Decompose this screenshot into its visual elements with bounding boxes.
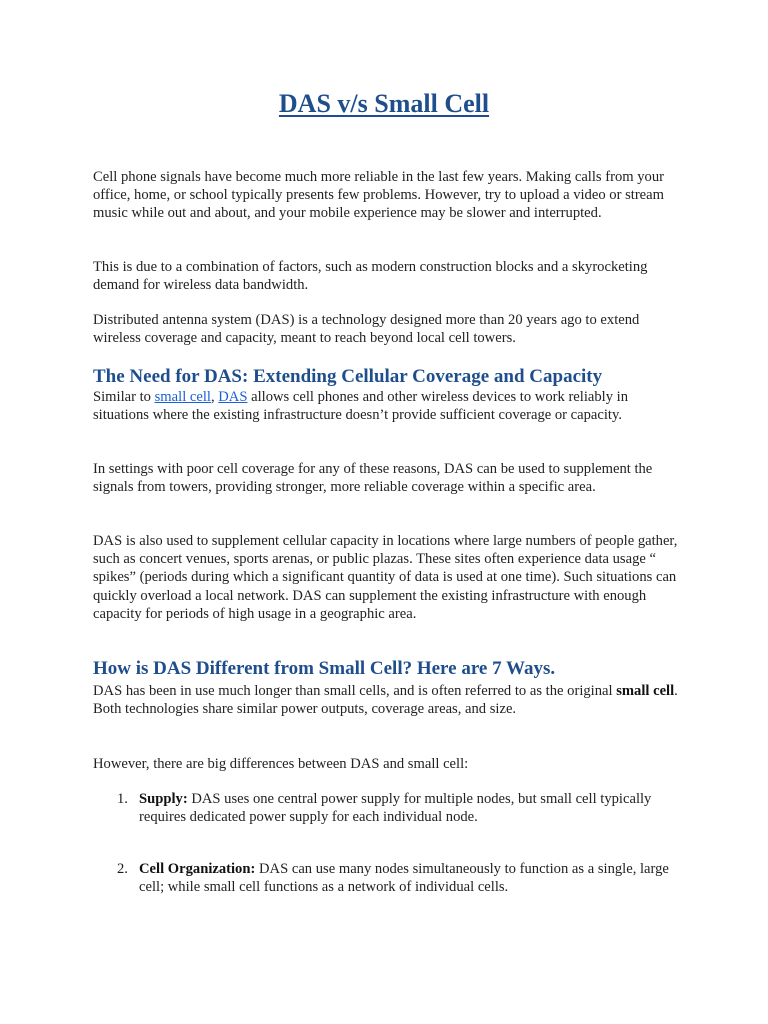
section-heading-how-is-das-different: How is DAS Different from Small Cell? Here are 7 Ways. xyxy=(93,658,556,679)
list-item-body: DAS uses one central power supply for multiple nodes, but small cell typically requires dedicated power supply for each individual node. xyxy=(139,791,652,826)
intro-paragraph-1 xyxy=(93,168,683,223)
section-diff-heading xyxy=(93,658,683,680)
section-need-paragraph-1 xyxy=(93,388,683,424)
intro-paragraph-3 xyxy=(93,311,683,347)
text-run: , xyxy=(210,389,219,405)
list-item-text xyxy=(139,860,677,896)
list-item-number: 1. xyxy=(117,791,128,807)
text-run: Similar to xyxy=(93,389,155,405)
section-diff-paragraph-2 xyxy=(93,755,683,773)
small-cell-link[interactable]: small cell xyxy=(154,389,211,405)
das-link[interactable]: DAS xyxy=(218,389,248,405)
list-item-label: Supply: xyxy=(139,791,188,807)
intro-paragraph-1-text: Cell phone signals have become much more reliable in the last few years. Making calls from your office, home, or school typically presents few problems. However, try to upload a video or stream music while out and about, and your mobile experience may be slower and interrupted. xyxy=(93,169,665,222)
intro-paragraph-2 xyxy=(93,258,683,294)
section-diff-paragraph-1-text xyxy=(93,682,683,718)
document-title-text: DAS v/s Small Cell xyxy=(278,89,490,118)
list-item-body: DAS can use many nodes simultaneously to function as a single, large cell; while small cell functions as a network of individual cells. xyxy=(139,861,669,896)
section-need-heading xyxy=(93,366,683,388)
bold-small-cell: small cell xyxy=(616,683,675,699)
text-run: . Both technologies share similar power outputs, coverage areas, and size. xyxy=(93,683,678,718)
document-title xyxy=(0,88,768,120)
intro-paragraph-3-text: Distributed antenna system (DAS) is a technology designed more than 20 years ago to extend wireless coverage and capacity, meant to reach beyond local cell towers. xyxy=(93,312,640,347)
text-run: DAS has been in use much longer than small cells, and is often referred to as the original xyxy=(93,683,617,699)
list-item xyxy=(117,790,677,826)
section-need-paragraph-3-text: DAS is also used to supplement cellular capacity in locations where large numbers of people gather, such as concert venues, sports arenas, or public plazas. These sites often experience data usage “ spikes” (periods during which a significant quantity of data is used at one time). Such situations can quickly overload a local network. DAS can supplement the existing infrastructure with enough capacity for periods of high usage in a geographic area. xyxy=(93,533,678,622)
list-item xyxy=(117,860,677,896)
intro-paragraph-2-text: This is due to a combination of factors, such as modern construction blocks and a skyrocketing demand for wireless data bandwidth. xyxy=(93,259,648,294)
section-need-paragraph-2-text: In settings with poor cell coverage for any of these reasons, DAS can be used to supplement the signals from towers, providing stronger, more reliable coverage within a specific area. xyxy=(93,461,653,496)
section-need-paragraph-3 xyxy=(93,532,683,623)
text-run: allows cell phones and other wireless devices to work reliably in situations where the existing infrastructure doesn’t provide sufficient coverage or capacity. xyxy=(93,389,629,424)
section-need-paragraph-2 xyxy=(93,460,683,496)
list-item-text xyxy=(139,790,677,826)
section-diff-paragraph-1 xyxy=(93,682,683,718)
list-item-number: 2. xyxy=(117,861,128,877)
list-item-label: Cell Organization: xyxy=(139,861,256,877)
section-need-paragraph-1-text xyxy=(93,388,683,424)
section-diff-paragraph-2-text: However, there are big differences between DAS and small cell: xyxy=(93,756,469,772)
section-heading-need-for-das: The Need for DAS: Extending Cellular Coverage and Capacity xyxy=(93,366,603,387)
